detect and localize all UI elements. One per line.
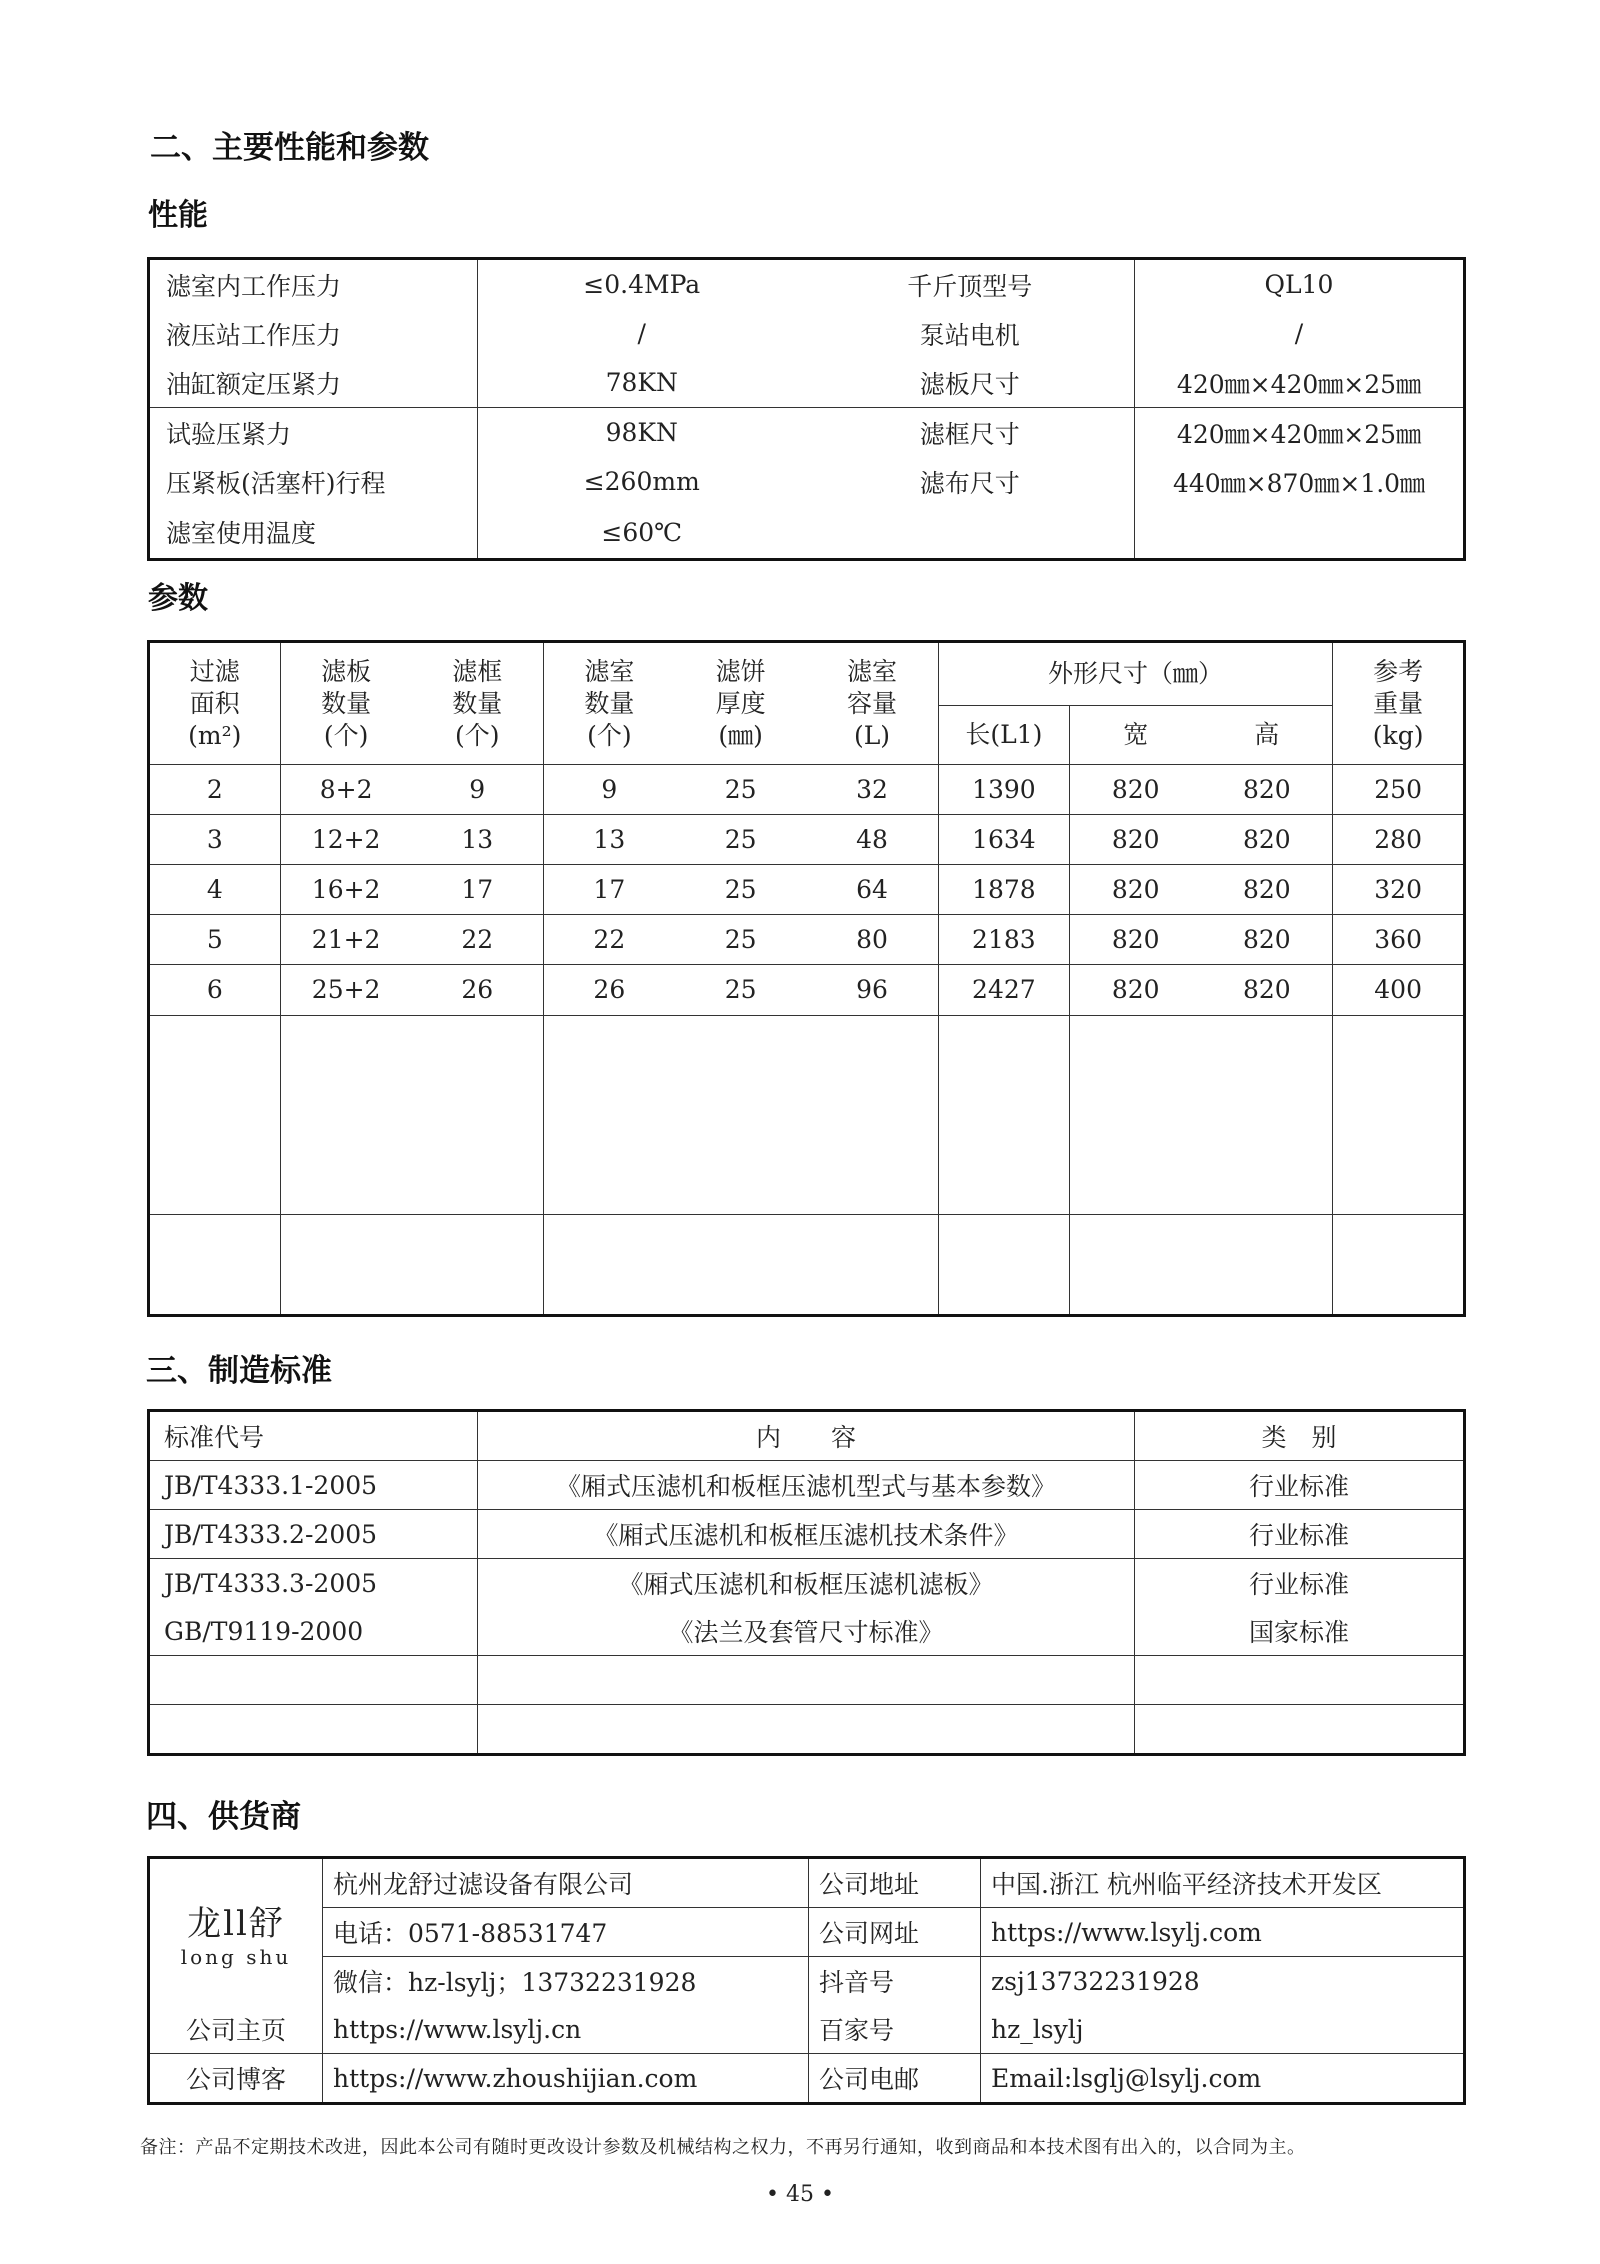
- spec-value: ≤60℃: [601, 517, 683, 547]
- table-cell: 360: [1333, 915, 1465, 965]
- table-cell: 2: [149, 765, 281, 815]
- page-number: • 45 •: [766, 2182, 834, 2207]
- supplier-value[interactable]: https://www.lsylj.com: [981, 1908, 1465, 1957]
- table-row: [149, 915, 1465, 965]
- header-cell: 标准代号: [149, 1411, 478, 1461]
- table-cell: 820: [1201, 815, 1333, 865]
- header-cell: 类 别: [1135, 1411, 1465, 1461]
- spec-value: ≤0.4MPa: [583, 270, 701, 299]
- spec-value: 420㎜×420㎜×25㎜: [1176, 369, 1422, 399]
- table-row: [149, 815, 1465, 865]
- supplier-label: 公司电邮: [809, 2054, 981, 2104]
- table-cell: 1878: [938, 865, 1070, 915]
- table-cell: 26: [412, 965, 544, 1016]
- table-cell: [806, 1215, 938, 1316]
- company-logo: [149, 1858, 323, 2006]
- table-cell: [412, 1016, 544, 1215]
- table-cell: 320: [1333, 865, 1465, 915]
- performance-row: [149, 259, 1465, 310]
- table-cell: 《厢式压滤机和板框压滤机技术条件》: [478, 1510, 1135, 1559]
- table-cell: 《法兰及套管尺寸标准》: [478, 1607, 1135, 1656]
- table-cell: [938, 1215, 1070, 1316]
- table-cell: 行业标准: [1135, 1461, 1465, 1510]
- table-row: [149, 1215, 1465, 1316]
- supplier-value[interactable]: Email:lsglj@lsylj.com: [981, 2054, 1465, 2104]
- header-cell: 滤框 数量 (个): [412, 642, 544, 765]
- empty-row: [149, 1656, 1465, 1705]
- supplier-value: zsj13732231928: [981, 1957, 1465, 2006]
- spec-value: ≤260mm: [583, 467, 700, 496]
- table-row: [149, 1016, 1465, 1215]
- table-row: [149, 1461, 1465, 1510]
- table-cell: 820: [1070, 965, 1202, 1016]
- table-cell: [675, 1215, 807, 1316]
- header-cell: 高: [1201, 706, 1333, 765]
- table-cell: [1333, 1215, 1465, 1316]
- table-cell: 25: [675, 815, 807, 865]
- header-row: [149, 1411, 1465, 1461]
- supplier-value: 杭州龙舒过滤设备有限公司: [323, 1858, 809, 1908]
- table-cell: 25: [675, 865, 807, 915]
- table-cell: 17: [412, 865, 544, 915]
- table-cell: [149, 1705, 478, 1755]
- table-cell: 22: [543, 915, 675, 965]
- table-cell: 32: [806, 765, 938, 815]
- table-cell: 820: [1201, 965, 1333, 1016]
- table-cell: [280, 1016, 412, 1215]
- table-row: [149, 865, 1465, 915]
- header-cell: 参考 重量 (kg): [1333, 642, 1465, 765]
- table-cell: JB/T4333.1-2005: [149, 1461, 478, 1510]
- supplier-value: hz_lsylj: [981, 2005, 1465, 2054]
- table-cell: 48: [806, 815, 938, 865]
- supplier-label: 公司网址: [809, 1908, 981, 1957]
- logo-mark: 龙ⅼⅼ舒: [187, 1903, 285, 1944]
- spec-label: 滤室使用温度: [149, 506, 478, 560]
- spec-value: QL10: [1264, 270, 1334, 299]
- performance-row: [149, 358, 1465, 408]
- table-cell: 《厢式压滤机和板框压滤机型式与基本参数》: [478, 1461, 1135, 1510]
- table-cell: 21+2: [280, 915, 412, 965]
- table-cell: 280: [1333, 815, 1465, 865]
- table-cell: 13: [543, 815, 675, 865]
- header-cell: 宽: [1070, 706, 1202, 765]
- spec-label: 千斤顶型号: [806, 259, 1135, 310]
- table-cell: [543, 1016, 675, 1215]
- performance-row: [149, 408, 1465, 458]
- table-row: [149, 765, 1465, 815]
- table-cell: 820: [1070, 765, 1202, 815]
- spec-value: /: [637, 319, 646, 348]
- table-cell: [1070, 1016, 1202, 1215]
- table-row: [149, 965, 1465, 1016]
- table-cell: 26: [543, 965, 675, 1016]
- performance-table: [147, 257, 1466, 561]
- table-row: [149, 1559, 1465, 1608]
- table-cell: GB/T9119-2000: [149, 1607, 478, 1656]
- supplier-row: [149, 1858, 1465, 1908]
- supplier-label: 公司博客: [149, 2054, 323, 2104]
- supplier-value: 微信：hz-lsylj；13732231928: [323, 1957, 809, 2006]
- table-cell: 9: [412, 765, 544, 815]
- table-row: [149, 1607, 1465, 1656]
- table-cell: 96: [806, 965, 938, 1016]
- table-cell: 1390: [938, 765, 1070, 815]
- table-cell: 25: [675, 965, 807, 1016]
- params-table: [147, 640, 1466, 1317]
- performance-row: [149, 506, 1465, 560]
- spec-label: 滤布尺寸: [806, 457, 1135, 506]
- spec-value: [1135, 506, 1465, 560]
- performance-heading: 性能: [148, 198, 208, 233]
- table-cell: 8+2: [280, 765, 412, 815]
- spec-label: 滤板尺寸: [806, 358, 1135, 408]
- supplier-label: 公司主页: [149, 2005, 323, 2054]
- table-cell: 17: [543, 865, 675, 915]
- table-cell: 2427: [938, 965, 1070, 1016]
- supplier-value: 电话：0571-88531747: [323, 1908, 809, 1957]
- header-cell: 长(L1): [938, 706, 1070, 765]
- table-cell: 400: [1333, 965, 1465, 1016]
- header-cell: 滤板 数量 (个): [280, 642, 412, 765]
- standards-table: [147, 1409, 1466, 1756]
- table-cell: 250: [1333, 765, 1465, 815]
- spec-label: 油缸额定压紧力: [149, 358, 478, 408]
- performance-row: [149, 309, 1465, 358]
- table-cell: 820: [1070, 915, 1202, 965]
- supplier-label: 抖音号: [809, 1957, 981, 2006]
- spec-value: 420㎜×420㎜×25㎜: [1135, 408, 1465, 458]
- header-cell: 过滤 面积 (m²): [149, 642, 281, 765]
- table-cell: 行业标准: [1135, 1510, 1465, 1559]
- spec-value: 98KN: [478, 408, 806, 458]
- spec-label: 试验压紧力: [149, 408, 478, 458]
- table-cell: [280, 1215, 412, 1316]
- spec-value: /: [1294, 319, 1304, 348]
- table-cell: [412, 1215, 544, 1316]
- table-cell: JB/T4333.3-2005: [149, 1559, 478, 1608]
- header-cell: 滤室 数量 (个): [543, 642, 675, 765]
- supplier-label: 公司地址: [809, 1858, 981, 1908]
- table-cell: [1135, 1656, 1465, 1705]
- table-cell: 820: [1201, 915, 1333, 965]
- table-cell: [1070, 1215, 1202, 1316]
- table-cell: 国家标准: [1135, 1607, 1465, 1656]
- table-cell: [149, 1016, 281, 1215]
- table-cell: 820: [1201, 765, 1333, 815]
- table-cell: 820: [1070, 815, 1202, 865]
- spec-value: 78KN: [605, 368, 678, 397]
- footnote: 备注：产品不定期技术改进，因此本公司有随时更改设计参数及机械结构之权力，不再另行通知，收到商品和本技术图有出入的，以合同为主。: [140, 2137, 1306, 2158]
- header-cell: 滤饼 厚度 (㎜): [675, 642, 807, 765]
- table-cell: 25: [675, 765, 807, 815]
- table-cell: [675, 1016, 807, 1215]
- table-cell: [543, 1215, 675, 1316]
- table-cell: [1201, 1016, 1333, 1215]
- table-cell: 6: [149, 965, 281, 1016]
- supplier-row: [149, 1957, 1465, 2006]
- table-cell: [478, 1656, 1135, 1705]
- table-cell: 820: [1070, 865, 1202, 915]
- table-row: [149, 1510, 1465, 1559]
- table-cell: [938, 1016, 1070, 1215]
- table-cell: 64: [806, 865, 938, 915]
- header-row: [149, 642, 1465, 706]
- table-cell: 行业标准: [1135, 1559, 1465, 1608]
- logo-text: long shu: [180, 1944, 292, 1969]
- spec-label: 滤框尺寸: [806, 408, 1135, 458]
- table-cell: 3: [149, 815, 281, 865]
- spec-label: 滤室内工作压力: [149, 259, 478, 310]
- header-cell: 滤室 容量 (L): [806, 642, 938, 765]
- supplier-value[interactable]: https://www.zhoushijian.com: [323, 2054, 809, 2104]
- spec-label: [806, 506, 1135, 560]
- spec-value: 440㎜×870㎜×1.0㎜: [1172, 468, 1426, 498]
- table-cell: 25+2: [280, 965, 412, 1016]
- section-heading-2: 二、主要性能和参数: [150, 130, 429, 166]
- table-cell: 80: [806, 915, 938, 965]
- table-cell: 12+2: [280, 815, 412, 865]
- supplier-row: [149, 2054, 1465, 2104]
- logo: [150, 1896, 322, 1969]
- supplier-value[interactable]: https://www.lsylj.cn: [323, 2005, 809, 2054]
- spec-label: 泵站电机: [806, 309, 1135, 358]
- table-cell: 820: [1201, 865, 1333, 915]
- table-cell: JB/T4333.2-2005: [149, 1510, 478, 1559]
- supplier-row: [149, 2005, 1465, 2054]
- header-cell: 内 容: [478, 1411, 1135, 1461]
- table-cell: 2183: [938, 915, 1070, 965]
- table-cell: 《厢式压滤机和板框压滤机滤板》: [478, 1559, 1135, 1608]
- table-cell: [1135, 1705, 1465, 1755]
- table-cell: 9: [543, 765, 675, 815]
- spec-label: 压紧板(活塞杆)行程: [149, 457, 478, 506]
- table-cell: [478, 1705, 1135, 1755]
- table-cell: [1333, 1016, 1465, 1215]
- table-cell: 5: [149, 915, 281, 965]
- spec-label: 液压站工作压力: [149, 309, 478, 358]
- supplier-label: 百家号: [809, 2005, 981, 2054]
- table-cell: 13: [412, 815, 544, 865]
- table-cell: 1634: [938, 815, 1070, 865]
- params-heading: 参数: [148, 581, 208, 616]
- empty-row: [149, 1705, 1465, 1755]
- table-cell: [1201, 1215, 1333, 1316]
- header-cell: 外形尺寸（㎜）: [938, 642, 1333, 706]
- table-cell: [149, 1656, 478, 1705]
- supplier-table: [147, 1856, 1466, 2105]
- performance-row: [149, 457, 1465, 506]
- table-cell: [806, 1016, 938, 1215]
- table-cell: 16+2: [280, 865, 412, 915]
- section-heading-3: 三、制造标准: [146, 1353, 332, 1389]
- supplier-value: 中国.浙江 杭州临平经济技术开发区: [981, 1858, 1465, 1908]
- table-cell: 25: [675, 915, 807, 965]
- table-cell: 4: [149, 865, 281, 915]
- supplier-row: [149, 1908, 1465, 1957]
- table-cell: [149, 1215, 281, 1316]
- table-cell: 22: [412, 915, 544, 965]
- section-heading-4: 四、供货商: [146, 1799, 301, 1835]
